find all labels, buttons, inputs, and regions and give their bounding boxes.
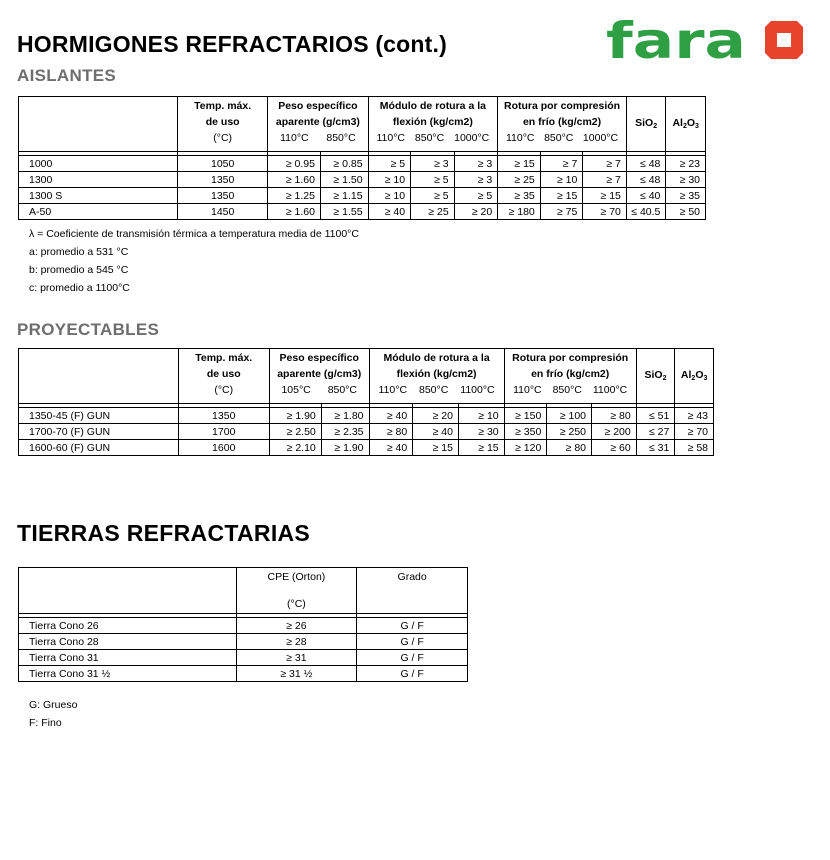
header-modulo: Módulo de rotura a la flexión (kg/cm2) 110°C 850°C 1100°C	[369, 349, 504, 404]
table-cell: ≥ 0.85	[320, 156, 368, 172]
table-cell: ≥ 2.50	[269, 424, 321, 440]
table-cell: ≥ 75	[540, 204, 583, 220]
table-cell: ≥ 1.55	[320, 204, 368, 220]
table-cell: ≥ 1.90	[321, 440, 369, 456]
tierras-heading: TIERRAS REFRACTARIAS	[17, 520, 311, 546]
table-cell: 1450	[178, 204, 268, 220]
table-cell: ≥ 5	[411, 172, 455, 188]
table-cell: ≤ 48	[626, 172, 666, 188]
table-cell: ≥ 25	[498, 172, 541, 188]
note-lambda: λ = Coeficiente de transmisión térmica a temperatura media de 1100°C	[29, 228, 359, 240]
table-cell: ≥ 2.10	[269, 440, 321, 456]
header-temp: Temp. máx. de uso (°C)	[178, 97, 268, 152]
table-cell: ≥ 1.90	[269, 408, 321, 424]
table-cell: ≥ 26	[236, 618, 357, 634]
fara-logo-graphic	[606, 18, 806, 64]
row-label: 1300	[19, 172, 178, 188]
header-rotura: Rotura por compresión en frío (kg/cm2) 110°C 850°C 1000°C	[498, 97, 627, 152]
table-cell: ≥ 5	[368, 156, 411, 172]
table-cell: ≥ 7	[583, 172, 627, 188]
table-cell: ≥ 30	[458, 424, 504, 440]
table-row	[19, 666, 468, 682]
table-row	[19, 650, 468, 666]
proyectables-table	[18, 348, 714, 456]
table-cell: ≥ 15	[540, 188, 583, 204]
header-blank	[19, 349, 179, 404]
header-modulo: Módulo de rotura a la flexión (kg/cm2) 110°C 850°C 1000°C	[368, 97, 498, 152]
table-cell: ≥ 1.50	[320, 172, 368, 188]
table-cell: ≥ 15	[583, 188, 627, 204]
table-cell: 1350	[178, 408, 269, 424]
table-cell: ≤ 27	[636, 424, 675, 440]
table-cell: ≥ 40	[368, 204, 411, 220]
table-row	[19, 188, 706, 204]
table-cell: ≥ 7	[583, 156, 627, 172]
row-label: Tierra Cono 26	[19, 618, 237, 634]
aislantes-heading: AISLANTES	[17, 66, 117, 85]
table-cell: ≤ 40	[626, 188, 666, 204]
fara-logo	[606, 18, 806, 69]
table-cell: ≤ 31	[636, 440, 675, 456]
table-cell: 1350	[178, 188, 268, 204]
row-label: A-50	[19, 204, 178, 220]
table-cell: G / F	[357, 634, 468, 650]
table-cell: ≥ 80	[547, 440, 592, 456]
table-cell: ≥ 40	[369, 408, 413, 424]
note-grueso: G: Grueso	[29, 699, 78, 711]
note-a: a: promedio a 531 °C	[29, 246, 129, 258]
table-cell: ≥ 80	[592, 408, 637, 424]
table-cell: ≥ 3	[454, 172, 498, 188]
table-cell: ≥ 43	[675, 408, 714, 424]
table-header-row	[19, 97, 706, 152]
aislantes-table	[18, 96, 706, 220]
row-label: 1350-45 (F) GUN	[19, 408, 179, 424]
table-cell: ≥ 40	[369, 440, 413, 456]
table-cell: ≥ 20	[413, 408, 459, 424]
header-al2o3: $Al_2O_3$	[666, 97, 706, 152]
table-cell: ≥ 180	[498, 204, 541, 220]
table-cell: ≥ 31 ½	[236, 666, 357, 682]
table-row	[19, 408, 714, 424]
table-cell: ≥ 70	[675, 424, 714, 440]
table-cell: ≥ 50	[666, 204, 706, 220]
table-cell: ≥ 20	[454, 204, 498, 220]
table-cell: ≥ 7	[540, 156, 583, 172]
header-sio2: SiO$_2$	[636, 349, 675, 404]
proyectables-heading: PROYECTABLES	[17, 320, 160, 339]
table-cell: ≥ 10	[458, 408, 504, 424]
table-cell: ≥ 58	[675, 440, 714, 456]
table-cell: ≥ 35	[498, 188, 541, 204]
row-label: 1000	[19, 156, 178, 172]
table-row	[19, 172, 706, 188]
header-peso: Peso específico aparente (g/cm3) 110°C 850°C	[268, 97, 368, 152]
row-label: 1300 S	[19, 188, 178, 204]
note-b: b: promedio a 545 °C	[29, 264, 129, 276]
row-label: 1600-60 (F) GUN	[19, 440, 179, 456]
table-cell: ≥ 1.60	[268, 172, 321, 188]
table-cell: ≤ 51	[636, 408, 675, 424]
tierras-notes	[29, 696, 77, 732]
table-cell: ≥ 10	[368, 172, 411, 188]
header-sio2: SiO$_2$	[626, 97, 666, 152]
table-cell: ≥ 70	[583, 204, 627, 220]
header-peso: Peso específico aparente (g/cm3) 105°C 850°C	[269, 349, 369, 404]
table-cell: ≥ 350	[504, 424, 547, 440]
table-cell: ≥ 5	[411, 188, 455, 204]
page-title: HORMIGONES REFRACTARIOS (cont.)	[17, 31, 447, 57]
row-label: 1700-70 (F) GUN	[19, 424, 179, 440]
table-cell: G / F	[357, 666, 468, 682]
table-cell: ≥ 15	[458, 440, 504, 456]
table-cell: ≥ 1.15	[320, 188, 368, 204]
table-header-row	[19, 349, 714, 404]
table-row	[19, 204, 706, 220]
row-label: Tierra Cono 31	[19, 650, 237, 666]
table-cell: ≥ 80	[369, 424, 413, 440]
table-cell: ≥ 40	[413, 424, 459, 440]
header-rotura: Rotura por compresión en frío (kg/cm2) 110°C 850°C 1100°C	[504, 349, 636, 404]
table-row	[19, 440, 714, 456]
table-cell: 1050	[178, 156, 268, 172]
table-cell: ≥ 3	[411, 156, 455, 172]
header-blank	[19, 568, 237, 614]
table-row	[19, 618, 468, 634]
table-cell: ≥ 3	[454, 156, 498, 172]
table-cell: ≥ 60	[592, 440, 637, 456]
table-cell: ≥ 30	[666, 172, 706, 188]
note-fino: F: Fino	[29, 717, 62, 729]
table-header-row	[19, 568, 468, 614]
table-cell: ≥ 28	[236, 634, 357, 650]
tierras-table	[18, 567, 468, 682]
table-cell: ≥ 200	[592, 424, 637, 440]
table-cell: ≥ 120	[504, 440, 547, 456]
table-cell: ≤ 40.5	[626, 204, 666, 220]
header-grado: Grado	[357, 568, 468, 614]
table-cell: G / F	[357, 650, 468, 666]
table-cell: ≥ 10	[540, 172, 583, 188]
table-cell: ≥ 0.95	[268, 156, 321, 172]
header-temp: Temp. máx. de uso (°C)	[178, 349, 269, 404]
table-cell: ≥ 31	[236, 650, 357, 666]
header-al2o3: $Al_2O_3$	[675, 349, 714, 404]
table-cell: ≥ 1.60	[268, 204, 321, 220]
table-cell: ≥ 15	[413, 440, 459, 456]
table-cell: 1350	[178, 172, 268, 188]
fara-logo-text: fara	[606, 18, 746, 64]
table-cell: ≤ 48	[626, 156, 666, 172]
fara-logo-mark	[765, 21, 803, 59]
table-cell: ≥ 15	[498, 156, 541, 172]
header-blank	[19, 97, 178, 152]
row-label: Tierra Cono 31 ½	[19, 666, 237, 682]
table-row	[19, 634, 468, 650]
table-cell: ≥ 1.25	[268, 188, 321, 204]
table-cell: G / F	[357, 618, 468, 634]
table-cell: ≥ 10	[368, 188, 411, 204]
table-cell: ≥ 150	[504, 408, 547, 424]
table-cell: ≥ 2.35	[321, 424, 369, 440]
table-cell: ≥ 25	[411, 204, 455, 220]
table-cell: ≥ 35	[666, 188, 706, 204]
row-label: Tierra Cono 28	[19, 634, 237, 650]
table-row	[19, 424, 714, 440]
table-cell: ≥ 5	[454, 188, 498, 204]
aislantes-notes	[29, 225, 359, 297]
table-cell: ≥ 1.80	[321, 408, 369, 424]
header-cpe: CPE (Orton) (°C)	[236, 568, 357, 614]
table-cell: ≥ 250	[547, 424, 592, 440]
table-cell: ≥ 23	[666, 156, 706, 172]
note-c: c: promedio a 1100°C	[29, 282, 130, 294]
table-cell: 1700	[178, 424, 269, 440]
table-cell: ≥ 100	[547, 408, 592, 424]
table-cell: 1600	[178, 440, 269, 456]
table-row	[19, 156, 706, 172]
